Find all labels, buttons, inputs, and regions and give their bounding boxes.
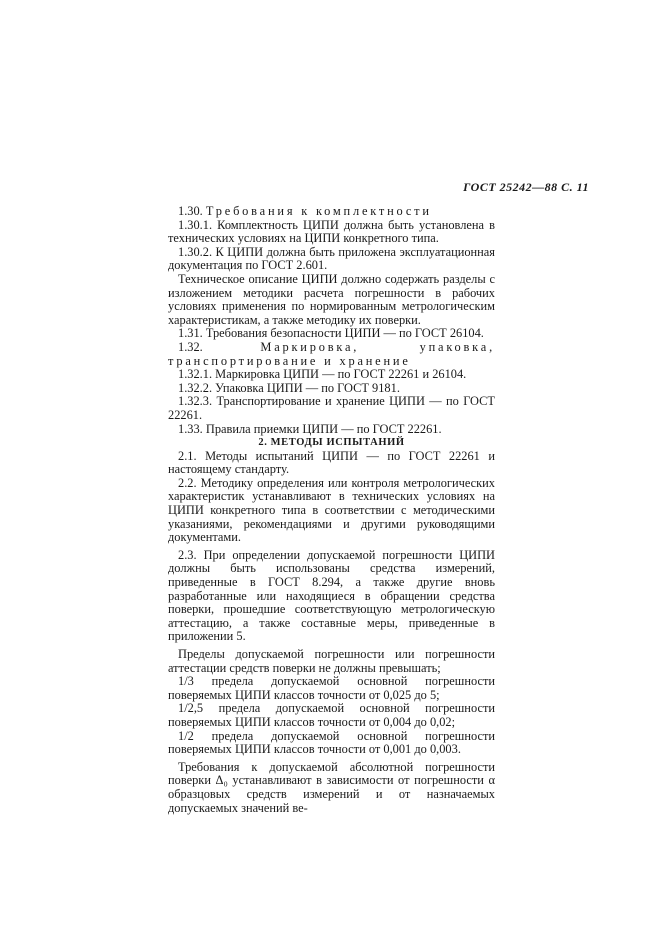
clause-heading-marking: Маркировка, упаковка, транспортирование и хранение [168,339,495,368]
clause-number: 1.30. [178,204,203,218]
fraction-item-text: предела допускаемой основной погрешности поверяемых ЦИПИ классов точности от 0,001 до 0,003. [168,728,495,757]
fraction-item-3 [168,730,495,757]
clause-2-3: 2.3. При определении допускаемой погрешности ЦИПИ должны быть использованы средства измерений, приведенные в ГОСТ 8.294, а также другие вновь разработанные или находящиеся в обращении средства поверки, прошедшие соответствующую метрологическую аттестацию, а также составные меры, приведенные в приложении 5. [168,547,495,644]
clause-1-30-1: 1.30.1. Комплектность ЦИПИ должна быть установлена в технических условиях на ЦИПИ конкретного типа. [168,217,495,246]
clause-number: 1.32. [178,339,203,354]
clause-1-33: 1.33. Правила приемки ЦИПИ — по ГОСТ 22261. [178,421,442,436]
fraction-item-2 [168,702,495,729]
technical-description-paragraph: Техническое описание ЦИПИ должно содержать разделы с изложением методики расчета погрешности в рабочих условиях применения по нормированным метрологическим характеристикам, а также методику их поверки. [168,271,495,327]
fraction-item-1 [168,675,495,702]
fraction-item-text: предела допускаемой основной погрешности поверяемых ЦИПИ классов точности от 0,025 до 5; [168,674,495,702]
page-header: ГОСТ 25242—88 С. 11 [463,180,589,194]
clause-2-2: 2.2. Методику определения или контроля метрологических характеристик устанавливают в технических условиях на ЦИПИ конкретного типа в соответствии с методическими указаниями, рекомендациями и другими руководящими документами. [168,475,495,545]
fraction-2: 1/2,5 [178,701,204,716]
fraction-1: 1/3 [178,674,194,689]
clause-2-1: 2.1. Методы испытаний ЦИПИ — по ГОСТ 22261 и настоящему стандарту. [168,448,495,477]
fraction-3: 1/2 [178,728,194,743]
absolute-error-paragraph: Требования к допускаемой абсолютной погрешности поверки Δ₀ устанавливают в зависимости от погрешности α образцовых средств измерений и от назначаемых допускаемых значений ве- [168,759,495,815]
clause-1-30-2: 1.30.2. К ЦИПИ должна быть приложена эксплуатационная документация по ГОСТ 2.601. [168,244,495,273]
limits-paragraph: Пределы допускаемой погрешности или погрешности аттестации средств поверки не должны превышать; [168,647,495,675]
clause-1-32-1: 1.32.1. Маркировка ЦИПИ — по ГОСТ 22261 и 26104. [178,367,467,382]
clause-1-32 [168,341,495,368]
clause-1-32-2: 1.32.2. Упаковка ЦИПИ — по ГОСТ 9181. [178,380,400,395]
clause-1-30 [168,205,495,219]
clause-1-32-3: 1.32.3. Транспортирование и хранение ЦИПИ — по ГОСТ 22261. [168,394,495,422]
clause-1-31: 1.31. Требования безопасности ЦИПИ — по ГОСТ 26104. [178,326,484,341]
section-title: 2. МЕТОДЫ ИСПЫТАНИЙ [258,437,405,449]
document-body [168,205,495,815]
clause-heading-completeness: Требования к комплектности [205,204,432,218]
fraction-item-text: предела допускаемой основной погрешности поверяемых ЦИПИ классов точности от 0,004 до 0,02; [168,701,495,729]
